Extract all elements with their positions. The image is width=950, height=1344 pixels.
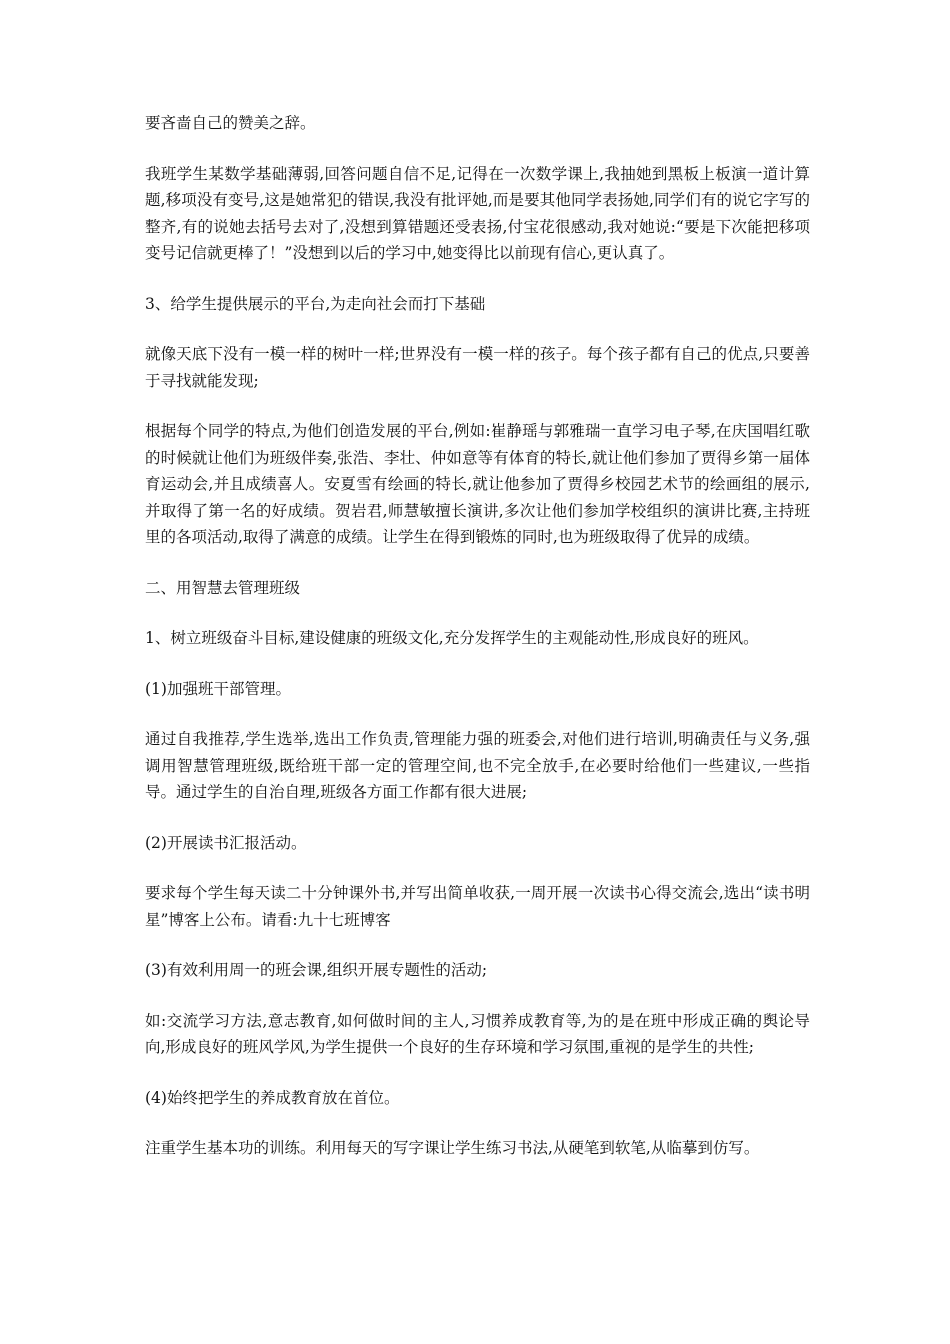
paragraph-1: 要吝啬自己的赞美之辞。 — [145, 114, 316, 132]
subheading-1: 1、树立班级奋斗目标,建设健康的班级文化,充分发挥学生的主观能动性,形成良好的班风。 — [145, 629, 759, 647]
paragraph-15: 注重学生基本功的训练。利用每天的写字课让学生练习书法,从硬笔到软笔,从临摹到仿写。 — [145, 1139, 760, 1157]
paragraph-11: 要求每个学生每天读二十分钟课外书,并写出简单收获,一周开展一次读书心得交流会,选出“读书明星”博客上公布。请看:九十七班博客 — [145, 884, 810, 929]
section-heading-2: 二、用智慧去管理班级 — [145, 578, 301, 597]
paragraph-2: 我班学生某数学基础薄弱,回答问题自信不足,记得在一次数学课上,我抽她到黑板上板演一道计算题,移项没有变号,这是她常犯的错误,我没有批评她,而是要其他同学表扬她,同学们有的说它字写的整齐,有的说她去括号去对了,没想到算错题还受表扬,付宝花很感动,我对她说:“要是下次能把移项变号记信就更棒了！”没想到以后的学习中,她变得比以前现有信心,更认真了。 — [145, 164, 810, 262]
item-heading-1: (1)加强班干部管理。 — [145, 679, 291, 698]
document-body — [145, 110, 810, 1186]
paragraph-9: 通过自我推荐,学生选举,选出工作负责,管理能力强的班委会,对他们进行培训,明确责任与义务,强调用智慧管理班级,既给班干部一定的管理空间,也不完全放手,在必要时给他们一些建议,一些指导。通过学生的自治自理,班级各方面工作都有很大进展; — [145, 730, 810, 801]
item-heading-4: (4)始终把学生的养成教育放在首位。 — [145, 1088, 400, 1107]
item-heading-3: (3)有效利用周一的班会课,组织开展专题性的活动; — [145, 961, 488, 979]
paragraph-5: 根据每个同学的特点,为他们创造发展的平台,例如:崔静瑶与郭雅瑞一直学习电子琴,在庆国唱红歌的时候就让他们为班级伴奏,张浩、李壮、仲如意等有体育的特长,就让他们参加了贾得乡第一届体育运动会,并且成绩喜人。安夏雪有绘画的特长,就让他参加了贾得乡校园艺术节的绘画组的展示,并取得了第一名的好成绩。贺岩君,师慧敏擅长演讲,多次让他们参加学校组织的演讲比赛,主持班里的各项活动,取得了满意的成绩。让学生在得到锻炼的同时,也为班级取得了优异的成绩。 — [145, 422, 810, 546]
heading-3: 3、给学生提供展示的平台,为走向社会而打下基础 — [145, 294, 486, 313]
item-heading-2: (2)开展读书汇报活动。 — [145, 833, 307, 852]
paragraph-13: 如:交流学习方法,意志教育,如何做时间的主人,习惯养成教育等,为的是在班中形成正确的舆论导向,形成良好的班风学风,为学生提供一个良好的生存环境和学习氛围,重视的是学生的共性; — [145, 1011, 810, 1056]
paragraph-4: 就像天底下没有一模一样的树叶一样;世界没有一模一样的孩子。每个孩子都有自己的优点,只要善于寻找就能发现; — [145, 345, 810, 390]
